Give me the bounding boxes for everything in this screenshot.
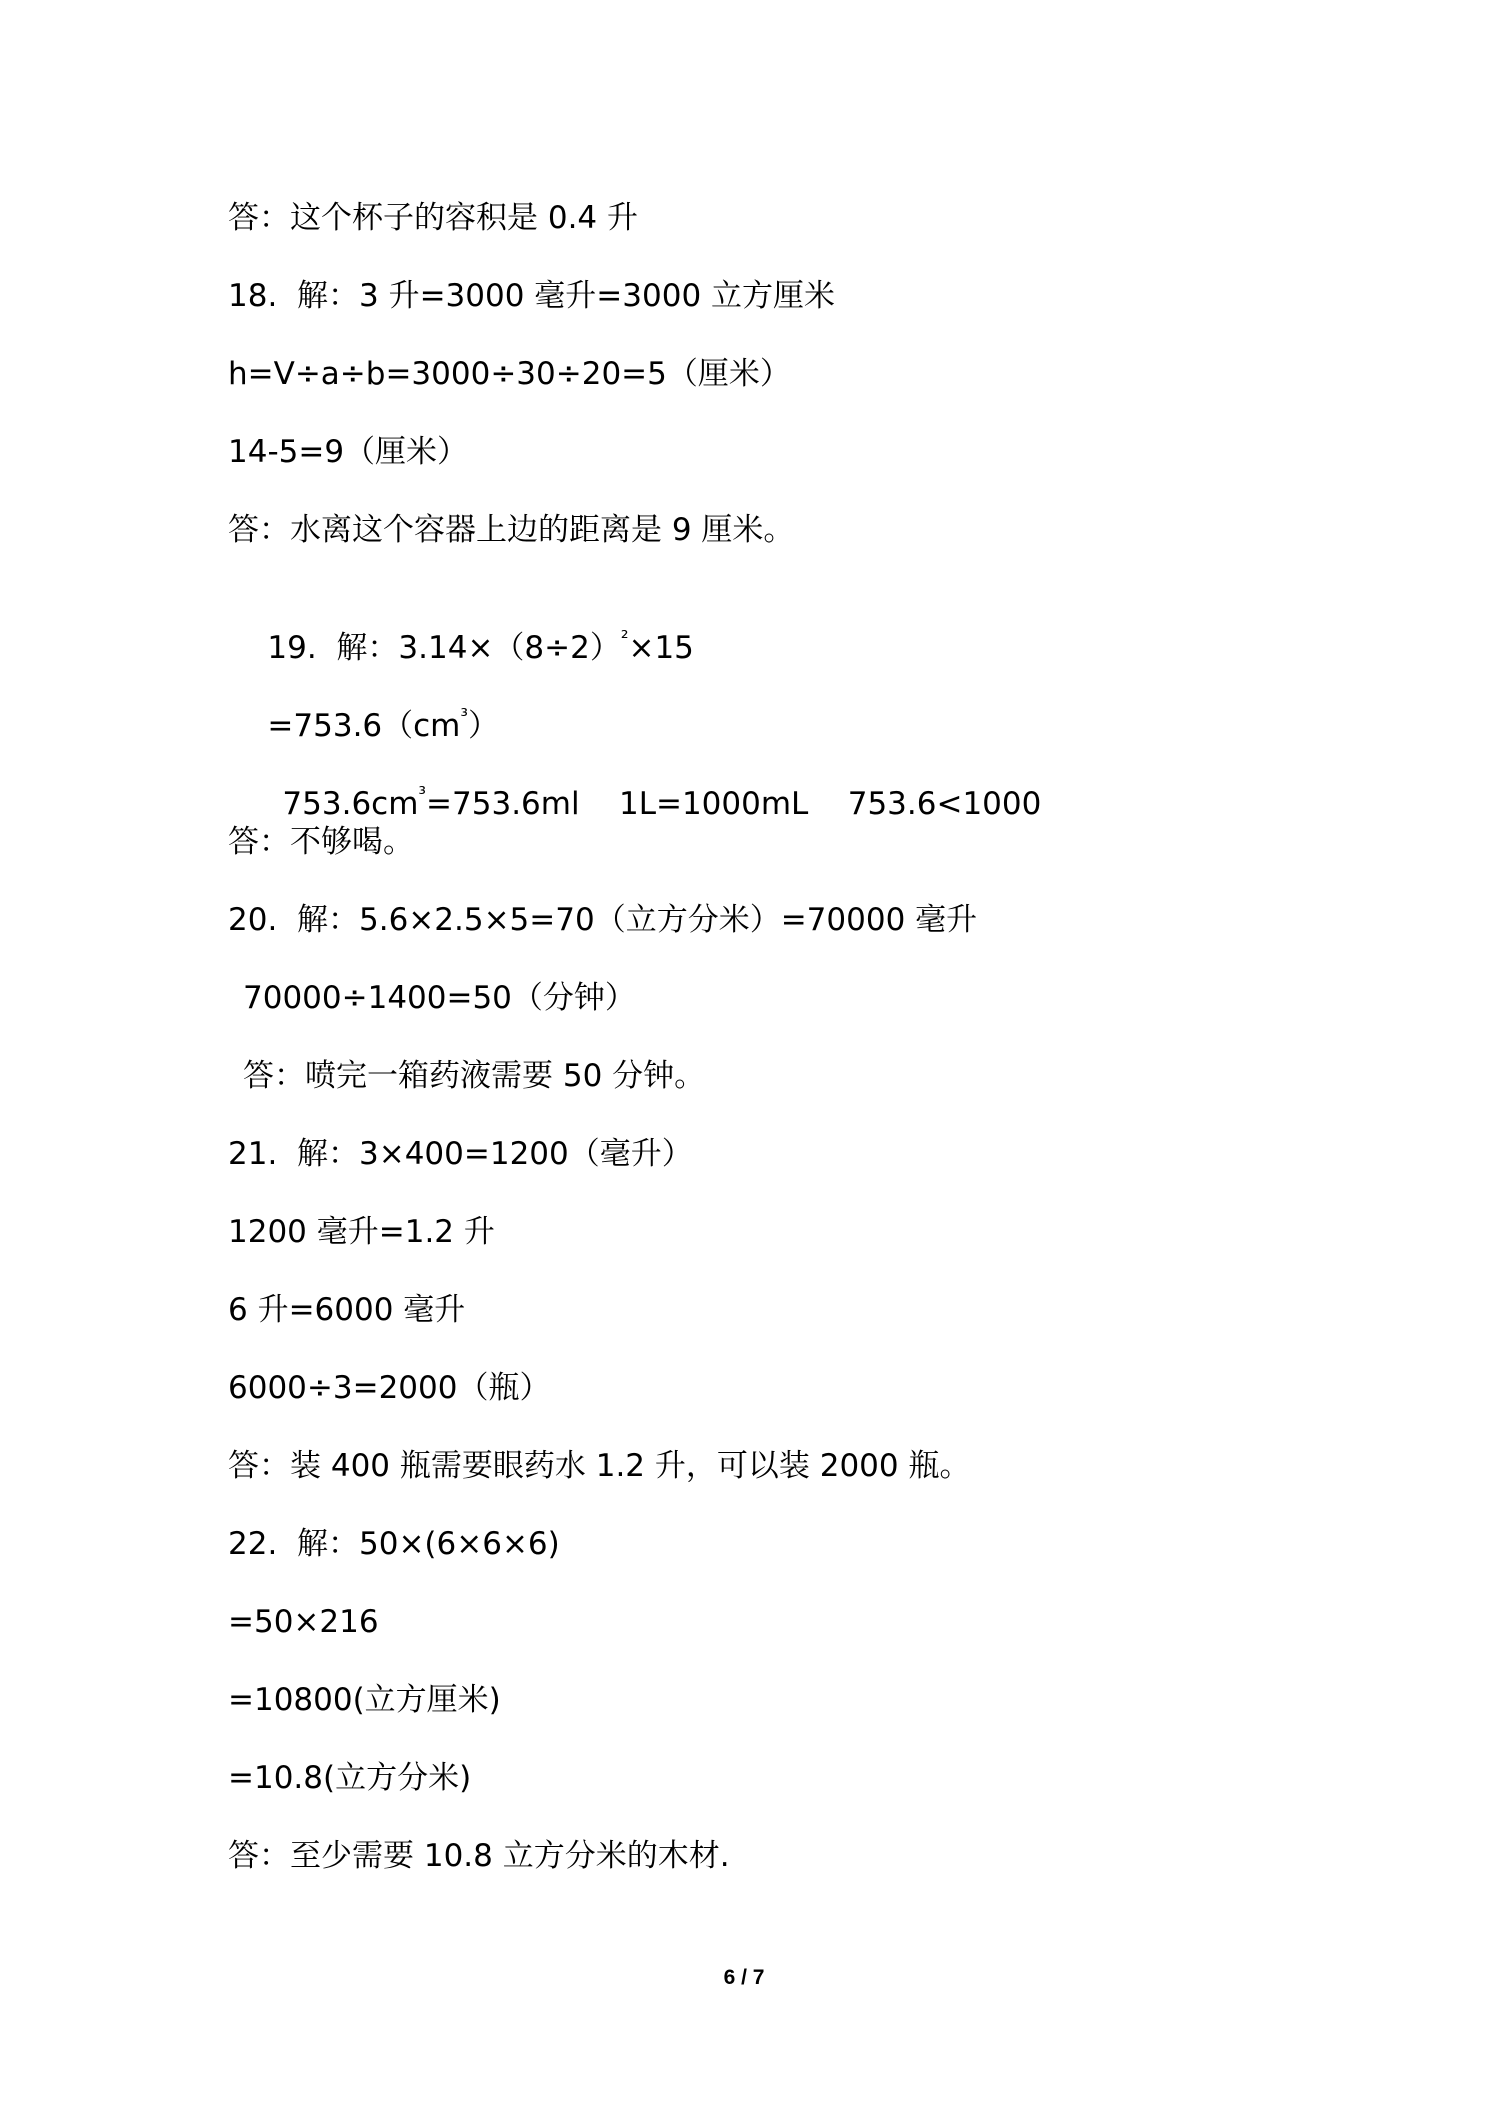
superscript: ³ <box>418 783 427 805</box>
text-line: 答：水离这个容器上边的距离是 9 厘米。 <box>228 512 795 548</box>
superscript: ³ <box>460 705 469 727</box>
text-line: 1200 毫升=1.2 升 <box>228 1214 495 1250</box>
text-line: 答：喷完一箱药液需要 50 分钟。 <box>243 1058 706 1094</box>
text-segment: ×15 <box>628 630 694 666</box>
text-segment: 753.6cm <box>282 786 419 822</box>
text-line: 70000÷1400=50（分钟） <box>243 980 636 1016</box>
text-segment: =753.6ml 1L=1000mL 753.6<1000 <box>426 786 1042 822</box>
text-line: =10800(立方厘米) <box>228 1682 501 1718</box>
superscript: ² <box>620 627 629 649</box>
text-line: 14-5=9（厘米） <box>228 434 469 470</box>
text-line: 6 升=6000 毫升 <box>228 1292 466 1328</box>
text-line: 答：至少需要 10.8 立方分米的木材. <box>228 1838 730 1874</box>
text-segment: =753.6（cm <box>267 708 461 744</box>
text-line: 18. 解：3 升=3000 毫升=3000 立方厘米 <box>228 278 836 314</box>
text-line: 21. 解：3×400=1200（毫升） <box>228 1136 693 1172</box>
text-line: 答：这个杯子的容积是 0.4 升 <box>228 200 639 236</box>
page-number: 6 / 7 <box>723 1966 765 1989</box>
text-line: 6000÷3=2000（瓶） <box>228 1370 551 1406</box>
text-line: 答：不够喝。 <box>228 824 414 860</box>
text-line: h=V÷a÷b=3000÷30÷20=5（厘米） <box>228 356 791 392</box>
text-line: 22. 解：50×(6×6×6) <box>228 1526 560 1562</box>
text-line: =50×216 <box>228 1604 379 1640</box>
text-line: 20. 解：5.6×2.5×5=70（立方分米）=70000 毫升 <box>228 902 978 938</box>
text-line: 答：装 400 瓶需要眼药水 1.2 升，可以装 2000 瓶。 <box>228 1448 971 1484</box>
text-line: =10.8(立方分米) <box>228 1760 472 1796</box>
text-segment: ） <box>468 708 500 744</box>
text-segment: 19. 解：3.14×（8÷2） <box>267 630 621 666</box>
